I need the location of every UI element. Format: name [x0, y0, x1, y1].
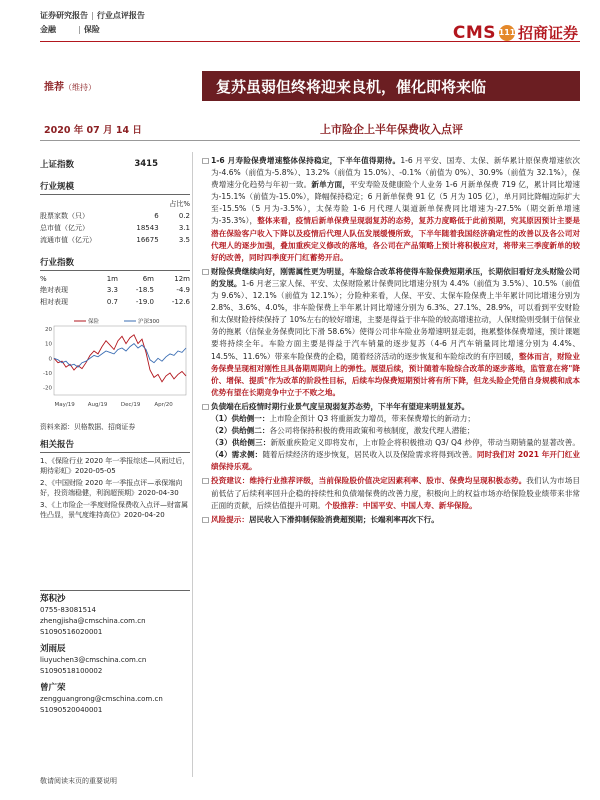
- item-lead: （4）需求侧：: [211, 450, 263, 460]
- item-lead: （2）供给侧二：: [211, 426, 270, 436]
- index-title: 行业指数: [40, 258, 75, 268]
- series-line-insurance: [54, 335, 186, 382]
- chart-svg: [40, 316, 190, 411]
- para-lead: 新单方面，: [311, 180, 351, 190]
- stock-picks: 中国平安、中国人寿、新华保险。: [362, 500, 477, 510]
- chart-source: 资料来源：贝格数据、招商证券: [40, 423, 136, 431]
- perf-header: 1m: [106, 275, 118, 283]
- report-type-line: 证券研究报告 | 行业点评报告: [40, 11, 145, 20]
- perf-value: -19.0: [135, 298, 154, 306]
- para-highlight: 整体而言，财险业务保费呈现相对刚性且具备期周期向上的弹性。展望后续，预计随着车险综合改革的逐步落地，监管意在将"降价、增保、提质"作为改革的阶段性目标，后续车均保费短期预计将有所下降，但龙头险企凭借自身规模和成本优势有望在长期竞争中立于不败之地。: [211, 351, 580, 397]
- perf-name: 绝对表现: [40, 286, 68, 294]
- scale-name: 股票家数（只）: [40, 212, 89, 220]
- analyst-name: 郑积沙: [40, 594, 66, 604]
- scale-pct: 3.1: [178, 224, 190, 232]
- scale-value: 18543: [136, 224, 159, 232]
- y-tick-label: -20: [43, 385, 52, 392]
- industry-index-section: [40, 256, 190, 308]
- analyst-cert: S1090516020001: [40, 628, 103, 636]
- report-subtitle: 上市险企上半年保费收入点评: [320, 123, 463, 136]
- index-value: 3415: [134, 159, 158, 169]
- scale-pct: 0.2: [178, 212, 190, 220]
- perf-header: %: [40, 275, 47, 283]
- plot-frame: [54, 326, 186, 395]
- company-logo: [453, 22, 578, 43]
- paragraph-pc-premium: [202, 266, 580, 399]
- para-lead: 投资建议：维持行业推荐评级，当前保险股价值决定因素利率、股市、保费均呈现积极态势。: [211, 476, 527, 486]
- scale-value: 16675: [136, 236, 159, 244]
- scale-title: 行业规模: [40, 182, 75, 192]
- perf-value: -4.9: [176, 286, 190, 294]
- square-bullet-icon: □: [202, 514, 210, 524]
- title-divider: [40, 140, 580, 141]
- item-text: 各公司将保持积极的费用政策和考核制度，激发代理人潜能；: [269, 426, 475, 436]
- analyst-cert: S1090518100002: [40, 667, 103, 675]
- logo-company-name: 招商证券: [517, 24, 578, 42]
- analyst-email[interactable]: zhengjisha@cmschina.com.cn: [40, 617, 146, 625]
- paragraph-investment: [202, 475, 580, 511]
- x-tick-label: Apr/20: [154, 402, 173, 408]
- index-label: 上证指数: [40, 160, 75, 170]
- analyst-email[interactable]: liuyuchen3@cmschina.com.cn: [40, 656, 147, 664]
- perf-header: 12m: [174, 275, 190, 283]
- square-bullet-icon: □: [202, 401, 210, 411]
- scale-value: 6: [154, 212, 159, 220]
- industry-line: 金融 | 保险: [40, 25, 100, 34]
- perf-name: 相对表现: [40, 298, 68, 306]
- rating-sub: （维持）: [64, 83, 96, 92]
- series-line-csi300: [54, 344, 186, 368]
- y-tick-label: 0: [48, 356, 52, 363]
- performance-table: [40, 274, 190, 308]
- table-row: [40, 284, 190, 296]
- analyst: [40, 644, 190, 677]
- perf-value: -18.5: [135, 286, 154, 294]
- square-bullet-icon: □: [202, 156, 210, 165]
- paragraph-risk: [202, 514, 580, 526]
- perf-value: 0.7: [106, 298, 118, 306]
- item-text: 新版重疾险定义即将发布，上市险企将积极推动 Q3/ Q4 炒停，带动当期销量的显著改善。: [270, 438, 580, 448]
- para-lead: 负债端在后疫情时期行业景气度呈现弱复苏态势，下半年有望迎来明显复苏。: [211, 401, 470, 411]
- header-divider: [40, 41, 580, 42]
- item-lead: （3）供给侧三：: [211, 438, 271, 448]
- analyst: [40, 683, 190, 716]
- analysts-section: [40, 588, 190, 716]
- square-bullet-icon: □: [202, 266, 210, 276]
- analyst-email[interactable]: zengguangrong@cmschina.com.cn: [40, 695, 163, 703]
- table-row: [40, 296, 190, 308]
- report-type: 证券研究报告: [40, 11, 88, 20]
- footer-note: 敬请阅读末页的重要说明: [40, 777, 117, 785]
- related-report[interactable]: 1、《保险行业 2020 年一季报综述—风雨过后，期待彩虹》2020-05-05: [40, 457, 190, 475]
- industry-group: 金融: [40, 25, 56, 34]
- column-divider: [192, 152, 193, 777]
- para-highlight: 整体来看，疫情后新单保费呈现弱复苏的态势，复苏力度略低于此前预期，究其原因预计主要是潜在保险客户收入下降以及疫情后代理人队伍发展缓慢所致，下半年随着我国经济确定性的改善以及各公司对代理人的逐步加强，叠加重疾定义修改的落地，各公司在产品策略上预计将积极应对，将带来三季度新单的较好的改善，同时四季度开门红蓄势开启。: [211, 216, 580, 262]
- x-tick-label: Aug/19: [87, 402, 108, 408]
- logo-badge-icon: 111: [499, 25, 515, 41]
- report-category: 行业点评报告: [96, 11, 145, 20]
- y-tick-label: 20: [45, 326, 52, 333]
- logo-cms-text: CMS: [452, 22, 496, 43]
- scale-pct: 3.5: [178, 236, 190, 244]
- perf-value: 3.3: [106, 286, 118, 294]
- analyst-cert: S1090520040001: [40, 706, 103, 714]
- y-tick-label: 10: [45, 341, 52, 348]
- para-text: 平安寿险及健康险个人业务 1-6 月新单保费 719 亿，累计同比增速为-15.1%（前值为-15.0%），降幅保持稳定；6 月新单保费 91 亿（5 月为 105 亿），单月同比降幅边际扩大至-15.5%（5 月为-3.5%），太保寿险 1-6 月代理人渠道新单保费同比增速为-27.5%（期交新单增速为-35.3%），: [211, 180, 581, 226]
- scale-pct-header: 占比%: [169, 200, 190, 208]
- para-text: 我们认为市场目前低估了后续利率回升企稳的持续性和负债端保费的改善力度，积极向上的权益市场亦给保险股业绩带来非常正面的贡献，后续估值提升可期。: [211, 476, 580, 510]
- stock-tip-label: 个股推荐：: [324, 500, 363, 510]
- analyst-name: 刘雨辰: [40, 644, 66, 654]
- perf-value: -12.6: [171, 298, 190, 306]
- analyst-name: 曾广荣: [40, 683, 66, 693]
- report-date: 2020 年 07 月 14 日: [44, 125, 142, 136]
- related-section: [40, 438, 190, 520]
- rating-label: 推荐: [44, 82, 64, 93]
- para-highlight: 同时我们对 2021 年开门红业绩保持乐观。: [211, 450, 580, 472]
- y-tick-label: -10: [43, 370, 52, 377]
- related-report[interactable]: 3、《上市险企一季度财险保费收入点评—财富属性凸显，景气度维持高位》2020-04-20: [40, 501, 188, 519]
- legend-label: 保险: [88, 319, 100, 325]
- report-title: 复苏虽弱但终将迎来良机，催化即将来临: [202, 71, 580, 101]
- legend-label: 沪深300: [138, 319, 160, 325]
- item-text: 上市险企预计 Q3 将重新发力增员，带来保费增长的新动力；: [269, 413, 475, 423]
- para-lead: 风险提示：: [211, 514, 249, 524]
- item-lead: （1）供给侧一：: [211, 413, 270, 423]
- scale-table: [40, 198, 190, 246]
- para-lead: 财险保费继续向好，刚需属性更为明显，车险综合改革将使得车险保费短期承压，长期依旧看好龙头财险公司的发展。: [211, 266, 580, 288]
- paragraph-life-premium: [202, 155, 580, 264]
- industry-scale-section: [40, 180, 190, 246]
- related-title: 相关报告: [40, 440, 75, 450]
- related-report[interactable]: 2、《中国财险 2020 年一季报点评—承保端向好，投资端稳健，利润超预期》2020-04-30: [40, 479, 183, 497]
- rating: [44, 78, 96, 93]
- x-tick-label: May/19: [54, 402, 75, 408]
- perf-header: 6m: [142, 275, 154, 283]
- scale-name: 流通市值（亿元）: [40, 236, 96, 244]
- para-text: 1-6 月平安、国寿、太保、新华累计原保费增速依次为-4.6%（前值为-5.8%）、13.2%（前值为 15.0%）、-0.1%（前值为 0%）、30.9%（前值为 32.1%），保费增速分化趋势与年初一致。: [211, 156, 580, 190]
- table-row: [40, 210, 190, 222]
- item-text: 随着后续经济的逐步恢复，居民收入以及保险需求将得到改善。: [262, 450, 477, 460]
- body-text: [202, 155, 580, 526]
- para-lead: 1-6 月寿险保费增速整体保持稳定，下半年值得期待。: [211, 156, 401, 165]
- para-text: 1-6 月老三家人保、平安、太保财险累计保费同比增速分别为 4.4%（前值为 3.5%）、10.5%（前值为 9.6%）、12.1%（前值为 12.1%）；分险种来看，人保、平安、太保车险保费上半年累计同比增速分别为 2.8%、3.6%、4.0%，非车险保费上半年累计同比增速分别为 6.3%、27.1%、28.9%，可以看到平安财险和太保财险持续保持了 10%左右的较好增速，主要是得益于非车险的较高增速拉动，人保财险则受制于信保业务的拖累（信保业务保费同比下滑 58.6%）使得公司非车险业务增速明显走弱，拖累整体保费增速，预计课题要将持续全年。车险方面主要是得益于汽车销量的逐步复苏（4-6 月汽车销量同比增速分别为 4.4%、14.5%、11.6%）带来车险保费的企稳，随着经济活动的逐步恢复和车险综改的有序回暖，: [211, 278, 580, 361]
- para-text: 居民收入下滑抑制保险消费超预期；长端利率再次下行。: [248, 514, 439, 524]
- industry-index-chart: [40, 316, 190, 411]
- analyst-phone: 0755-83081514: [40, 606, 96, 614]
- paragraph-outlook: [202, 401, 580, 474]
- industry: 保险: [83, 25, 100, 34]
- scale-name: 总市值（亿元）: [40, 224, 89, 232]
- x-tick-label: Dec/19: [120, 402, 141, 408]
- table-row: [40, 234, 190, 246]
- index-summary: [40, 157, 190, 171]
- table-row: [40, 222, 190, 234]
- analyst: [40, 594, 190, 638]
- square-bullet-icon: □: [202, 476, 210, 486]
